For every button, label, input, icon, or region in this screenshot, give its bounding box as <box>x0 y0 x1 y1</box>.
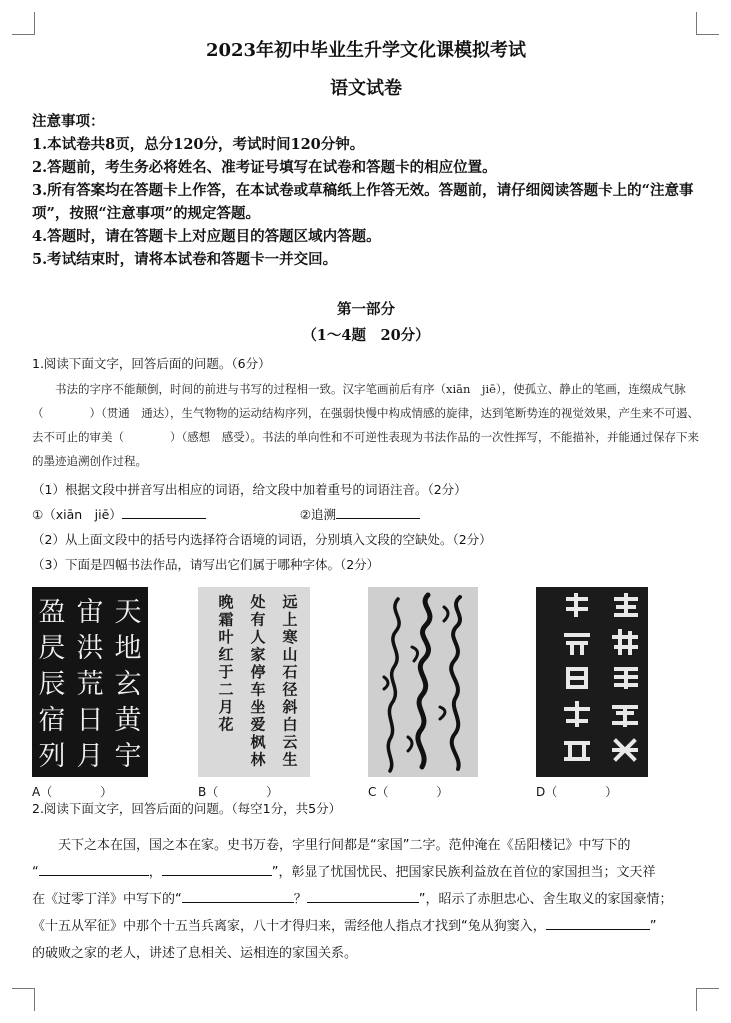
calligraphy-c-image <box>368 587 478 777</box>
calligraphy-glyph: 处 <box>250 593 266 611</box>
calligraphy-glyph: 云 <box>282 733 298 751</box>
sub1-item-b: ②追溯 <box>299 507 336 522</box>
question-2-line-5: 的破败之家的老人，讲述了息相关、运相连的家国关系。 <box>32 945 358 961</box>
calligraphy-glyph: 人 <box>250 628 266 646</box>
question-2-line-3: 在《过零丁洋》中写下的“ ？ ”，昭示了赤胆忠心、舍生取义的家国豪情； <box>32 891 673 907</box>
question-2-stem: 2.阅读下面文字，回答后面的问题。（每空1分，共5分） <box>32 801 342 816</box>
answer-blank[interactable] <box>39 875 149 876</box>
calligraphy-glyph: 家 <box>250 645 266 664</box>
crop-mark-top-right <box>696 12 719 35</box>
calligraphy-glyph: 黄 <box>114 705 142 736</box>
calligraphy-glyph: 林 <box>250 750 266 769</box>
exam-subtitle: 语文试卷 <box>330 78 402 99</box>
notice-item: 4.答题时，请在答题卡上对应题目的答题区域内答题。 <box>32 228 381 245</box>
calligraphy-glyph: 宇 <box>114 741 142 772</box>
notice-item: 5.考试结束时，请将本试卷和答题卡一并交回。 <box>32 251 338 268</box>
option-b[interactable]: B（ ） <box>198 785 279 799</box>
calligraphy-images <box>32 587 700 799</box>
calligraphy-a-image <box>32 587 148 777</box>
question-1-passage: 书法的字序不能颠倒，时间的前进与书写的过程相一致。汉字笔画前后有序（xiān jiē），使孤立、静止的笔画，连缀成气脉（ ）（贯通 通达），生气物物的运动结构序列，在强弱快慢中构成情感的旋律，达到笔断势连的视觉效果，产生来不可遏、去不可止的审美（ ）（感想 感受）。书法的单向性和不可逆性表现为书法作品的一次性挥写，不能描补，并能通过保存下来的墨迹追溯创作过程。 <box>32 382 699 468</box>
notice-heading: 注意事项： <box>32 113 105 130</box>
calligraphy-glyph: 停 <box>250 663 266 681</box>
answer-blank[interactable] <box>162 875 272 876</box>
calligraphy-glyph: 生 <box>282 750 298 769</box>
calligraphy-a-svg <box>32 587 148 777</box>
calligraphy-glyph: 玄 <box>114 669 142 700</box>
calligraphy-glyph: 盈 <box>38 597 66 628</box>
calligraphy-glyph: 宿 <box>38 705 66 736</box>
notice-item: 2.答题前，考生务必将姓名、准考证号填写在试卷和答题卡的相应位置。 <box>32 159 497 176</box>
calligraphy-glyph: 二 <box>218 680 234 699</box>
calligraphy-glyph: 于 <box>218 663 234 681</box>
calligraphy-glyph: 上 <box>282 610 298 629</box>
calligraphy-glyph: 车 <box>250 680 266 699</box>
question-1-sub1-answers <box>32 502 700 527</box>
notice-item: 1.本试卷共8页，总分120分，考试时间120分钟。 <box>32 136 365 153</box>
calligraphy-glyph: 日 <box>76 705 104 736</box>
calligraphy-d-svg <box>536 587 648 777</box>
part-title: 第一部分 <box>337 301 395 318</box>
calligraphy-glyph: 红 <box>218 645 234 664</box>
notice-section <box>32 110 700 271</box>
calligraphy-glyph: 远 <box>282 593 298 611</box>
calligraphy-glyph: 月 <box>76 741 104 772</box>
answer-blank[interactable] <box>122 518 206 519</box>
calligraphy-glyph: 辰 <box>38 669 66 700</box>
part-range: （1～4题 20分） <box>302 327 430 344</box>
calligraphy-b-svg <box>198 587 310 777</box>
question-1-sub1: （1）根据文段中拼音写出相应的词语，给文段中加着重号的词语注音。（2分） <box>32 482 467 497</box>
calligraphy-glyph: 有 <box>250 610 266 629</box>
calligraphy-glyph: 白 <box>282 715 298 734</box>
calligraphy-b-image <box>198 587 310 777</box>
question-2-line-2: “ ， ”，彰显了忧国忧民、把国家民族利益放在首位的家国担当；文天祥 <box>32 864 656 880</box>
calligraphy-glyph: 地 <box>114 633 142 664</box>
calligraphy-glyph: 荒 <box>76 669 104 700</box>
exam-title: 2023年初中毕业生升学文化课模拟考试 <box>205 40 527 61</box>
calligraphy-c-svg <box>368 587 478 777</box>
sub1-item-a: ①（xiān jiē） <box>32 507 122 522</box>
calligraphy-glyph: 径 <box>282 680 298 699</box>
option-c[interactable]: C（ ） <box>368 785 449 799</box>
calligraphy-glyph: 枫 <box>250 733 266 751</box>
answer-blank[interactable] <box>182 902 294 903</box>
crop-mark-bottom-left <box>12 988 35 1011</box>
crop-mark-top-left <box>12 12 35 35</box>
calligraphy-glyph: 昃 <box>38 633 66 664</box>
calligraphy-glyph: 列 <box>38 741 66 772</box>
calligraphy-glyph: 爱 <box>250 715 266 734</box>
answer-blank[interactable] <box>336 518 420 519</box>
exam-page <box>32 36 700 966</box>
calligraphy-glyph: 宙 <box>76 597 104 628</box>
calligraphy-d-image <box>536 587 648 777</box>
question-2-line-4: 《十五从军征》中那个十五当兵离家，八十才得归来，需经他人指点才找到“兔从狗窦入， ” <box>32 918 657 934</box>
answer-blank[interactable] <box>546 929 650 930</box>
calligraphy-glyph: 坐 <box>250 698 266 716</box>
calligraphy-glyph: 叶 <box>218 628 234 646</box>
calligraphy-glyph: 晚 <box>218 593 234 611</box>
calligraphy-glyph: 天 <box>114 597 142 628</box>
calligraphy-glyph: 月 <box>218 698 234 716</box>
calligraphy-glyph: 寒 <box>282 628 298 646</box>
calligraphy-glyph: 花 <box>218 715 234 734</box>
question-1-sub2: （2）从上面文段中的括号内选择符合语境的词语，分别填入文段的空缺处。（2分） <box>32 532 492 547</box>
question-1-stem: 1.阅读下面文字，回答后面的问题。（6分） <box>32 356 271 371</box>
question-1-sub3: （3）下面是四幅书法作品，请写出它们属于哪种字体。（2分） <box>32 557 380 572</box>
option-a[interactable]: A（ ） <box>32 785 113 799</box>
notice-item: 3.所有答案均在答题卡上作答，在本试卷或草稿纸上作答无效。答题前，请仔细阅读答题卡上的“注意事项”，按照“注意事项”的规定答题。 <box>32 182 694 222</box>
crop-mark-bottom-right <box>696 988 719 1011</box>
calligraphy-glyph: 山 <box>282 645 298 664</box>
calligraphy-glyph: 石 <box>282 663 298 681</box>
calligraphy-glyph: 斜 <box>282 698 298 716</box>
calligraphy-glyph: 洪 <box>76 633 104 664</box>
question-2-line-1: 天下之本在国，国之本在家。史书万卷，字里行间都是“家国”二字。范仲淹在《岳阳楼记》中写下的 <box>58 837 631 853</box>
answer-blank[interactable] <box>307 902 419 903</box>
option-d[interactable]: D（ ） <box>536 785 618 799</box>
calligraphy-glyph: 霜 <box>218 610 234 629</box>
